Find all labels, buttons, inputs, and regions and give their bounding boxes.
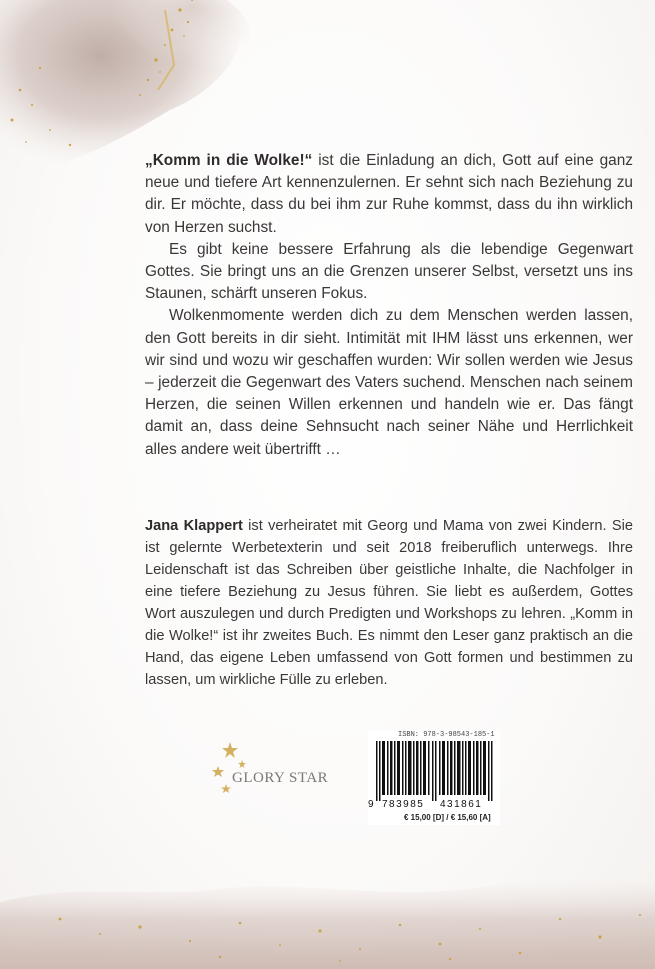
ean-right-digits: 431861: [440, 799, 483, 810]
blurb-paragraph-1-text: ist die Einladung an dich, Gott auf eine ganz neue und tiefere Art kennenzulernen. Er sehnt sich nach Beziehung zu dir. Er möchte, dass du bei ihm zur Ruhe kommst, dass du ihn wirklich von Herzen suchst.: [145, 152, 633, 236]
author-bio-paragraph: [145, 515, 633, 691]
price-label: € 15,00 [D] / € 15,60 [A]: [404, 813, 491, 822]
blurb-paragraph-1: [145, 150, 633, 239]
barcode-icon: [374, 741, 496, 801]
author-name: Jana Klappert: [145, 518, 243, 534]
watercolor-splash-bottom: [0, 849, 655, 969]
author-bio: [145, 515, 633, 691]
author-bio-text: ist verheiratet mit Georg und Mama von zwei Kindern. Sie ist gelernte Werbetexterin und seit 2018 freiberuflich unterwegs. Ihre Leidenschaft ist das Schreiben über geistliche Inhalte, die Nachfolger in eine tiefere Beziehung zu Jesus führen. Sie liebt es außerdem, Gottes Wort auszulegen und durch Predigten und Workshops zu lehren. „Komm in die Wolke!“ ist ihr zweites Buch. Es nimmt den Leser ganz praktisch an die Hand, das eigene Leben umfassend von Gott formen und bestimmen zu lassen, um wirkliche Fülle zu erleben.: [145, 518, 634, 688]
publisher-name: GLORY STAR: [232, 770, 329, 786]
blurb-paragraph-3: Wolkenmomente werden dich zu dem Menschen werden lassen, den Gott bereits in dir sieht. Intimität mit IHM lässt uns erkennen, wer wir sind und wozu wir geschaffen wurden: Wir sollen werden wie Jesus – jederzeit die Gegenwart des Vaters suchend. Menschen nach seinem Herzen, die seinen Willen erkennen und handeln wie er. Das fängt damit an, dass deine Sehnsucht nach seiner Nähe und Herrlichkeit alles andere weit übertrifft …: [145, 307, 633, 458]
blurb-paragraph-2: Es gibt keine bessere Erfahrung als die lebendige Gegenwart Gottes. Sie bringt uns an die Grenzen unserer Selbst, versetzt uns ins Staunen, schärft unseren Fokus.: [145, 240, 633, 303]
book-title-quote: „Komm in die Wolke!“: [145, 152, 313, 169]
isbn-number: ISBN: 978-3-98543-185-1: [398, 731, 495, 739]
back-cover-blurb: [145, 150, 633, 461]
isbn-barcode: [368, 731, 500, 825]
ean-left-digits: 783985: [382, 799, 425, 810]
ean-first-digit: 9: [368, 799, 374, 810]
